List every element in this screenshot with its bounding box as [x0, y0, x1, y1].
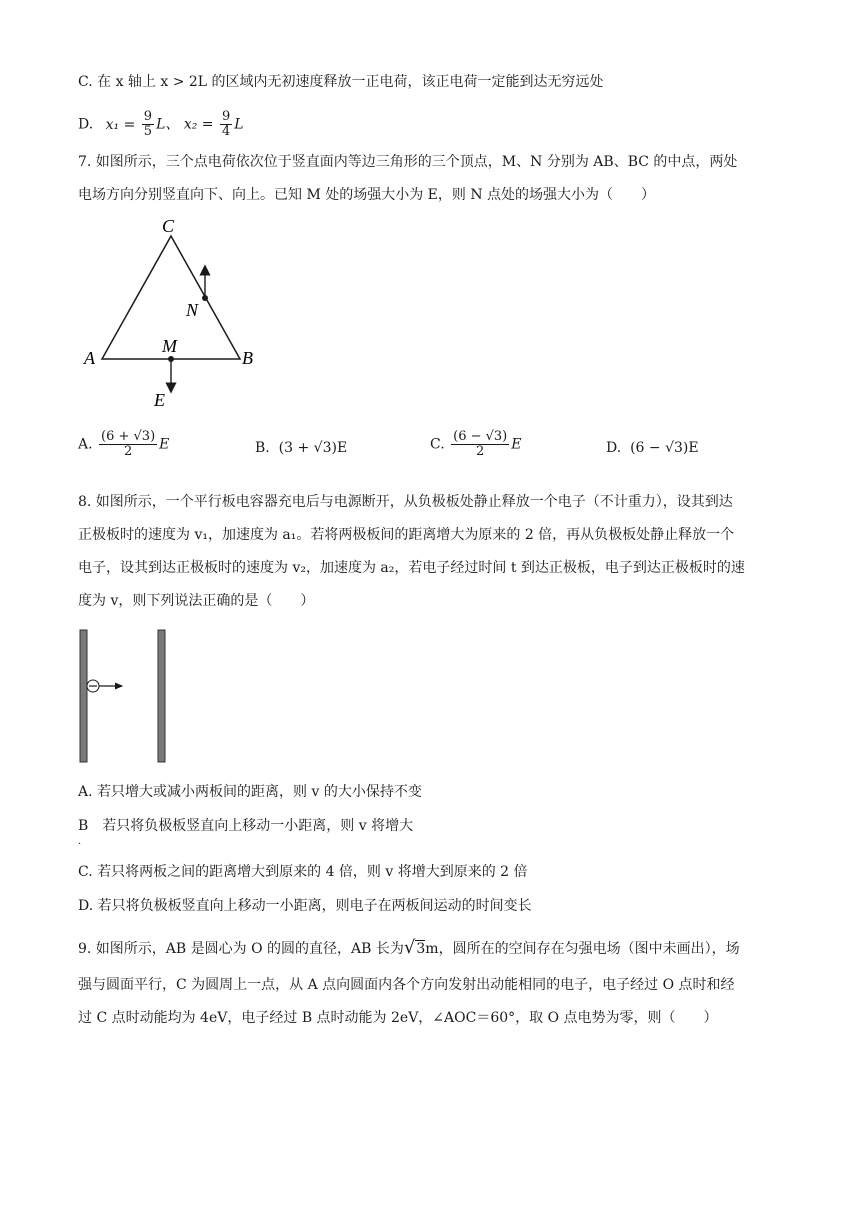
label-a: A	[84, 348, 95, 368]
label-m: M	[162, 336, 177, 356]
q9-stem-line3: 过 C 点时动能均为 4eV，电子经过 B 点时动能为 2eV，∠AOC＝60°，取 O 点电势为零，则（ ）	[78, 1010, 718, 1026]
q6-option-d-frac1: $\frac{9}{5}$	[143, 109, 153, 139]
q6-option-c: C. 在 x 轴上 x > 2L 的区域内无初速度释放一正电荷，该正电荷一定能到达无穷远处	[78, 74, 604, 90]
q6-option-d-l2: L	[234, 116, 244, 133]
q8-option-d: D. 若只将负极板竖直向上移动一小距离，则电子在两板间运动的时间变长	[78, 898, 532, 914]
q8-option-b: B 若只将负极板竖直向上移动一小距离，则 v 将增大	[78, 818, 414, 834]
q8-stem-line2: 正极板时的速度为 v₁，加速度为 a₁。若将两极板间的距离增大为原来的 2 倍，再从负极板处静止释放一个	[78, 527, 735, 543]
q8-stem-line3: 电子，设其到达正极板时的速度为 v₂，加速度为 a₂，若电子经过时间 t 到达正极板，电子到达正极板时的速	[78, 560, 745, 576]
q7-stem-line1: 7. 如图所示，三个点电荷依次位于竖直面内等边三角形的三个顶点，M、N 分别为 AB、BC 的中点，两处	[78, 154, 738, 170]
q8-stem-line1: 8. 如图所示，一个平行板电容器充电后与电源断开，从负极板处静止释放一个电子（不计重力），设其到达	[78, 494, 733, 510]
q6-option-d-x1: x₁ =	[105, 116, 136, 133]
q9-stem-line2: 强与圆面平行，C 为圆周上一点，从 A 点向圆面内各个方向发射出动能相同的电子，电子经过 O 点时和经	[78, 977, 735, 993]
label-c: C	[162, 216, 175, 236]
q7-option-d: D. (6 − √3)E	[606, 440, 699, 456]
q7-option-a: A. $\frac{(6 + √3)}{2}$ E	[78, 429, 170, 459]
positive-plate	[158, 630, 165, 762]
q6-option-d	[78, 110, 244, 139]
q7-option-c: C. $\frac{(6 - √3)}{2}$ E	[430, 429, 522, 459]
q8-capacitor-figure	[78, 628, 178, 764]
q8-option-c: C. 若只将两板之间的距离增大到原来的 4 倍，则 v 将增大到原来的 2 倍	[78, 864, 528, 880]
negative-plate	[80, 630, 87, 762]
q9-stem-line1: 9. 如图所示，AB 是圆心为 O 的圆的直径，AB 长为√3m，圆所在的空间存在匀强电场（图中未画出），场	[78, 937, 740, 958]
q7-stem-line2: 电场方向分别竖直向下、向上。已知 M 处的场强大小为 E，则 N 点处的场强大小为（ ）	[78, 187, 656, 203]
label-e: E	[154, 390, 165, 410]
q6-option-d-l1: L、	[156, 116, 180, 133]
q6-option-d-frac2: $\frac{9}{4}$	[221, 109, 231, 139]
q7-triangle-figure	[78, 212, 278, 417]
q8-option-a: A. 若只增大或减小两板间的距离，则 v 的大小保持不变	[78, 784, 422, 800]
q6-option-d-x2: x₂ =	[183, 116, 214, 133]
q8-option-b-dot: .	[78, 836, 82, 847]
label-n: N	[186, 300, 199, 320]
q7-option-b: B. (3 + √3)E	[255, 440, 348, 456]
label-b: B	[242, 348, 253, 368]
q6-option-d-label: D.	[78, 116, 94, 133]
q8-stem-line4: 度为 v，则下列说法正确的是（ ）	[78, 593, 315, 609]
